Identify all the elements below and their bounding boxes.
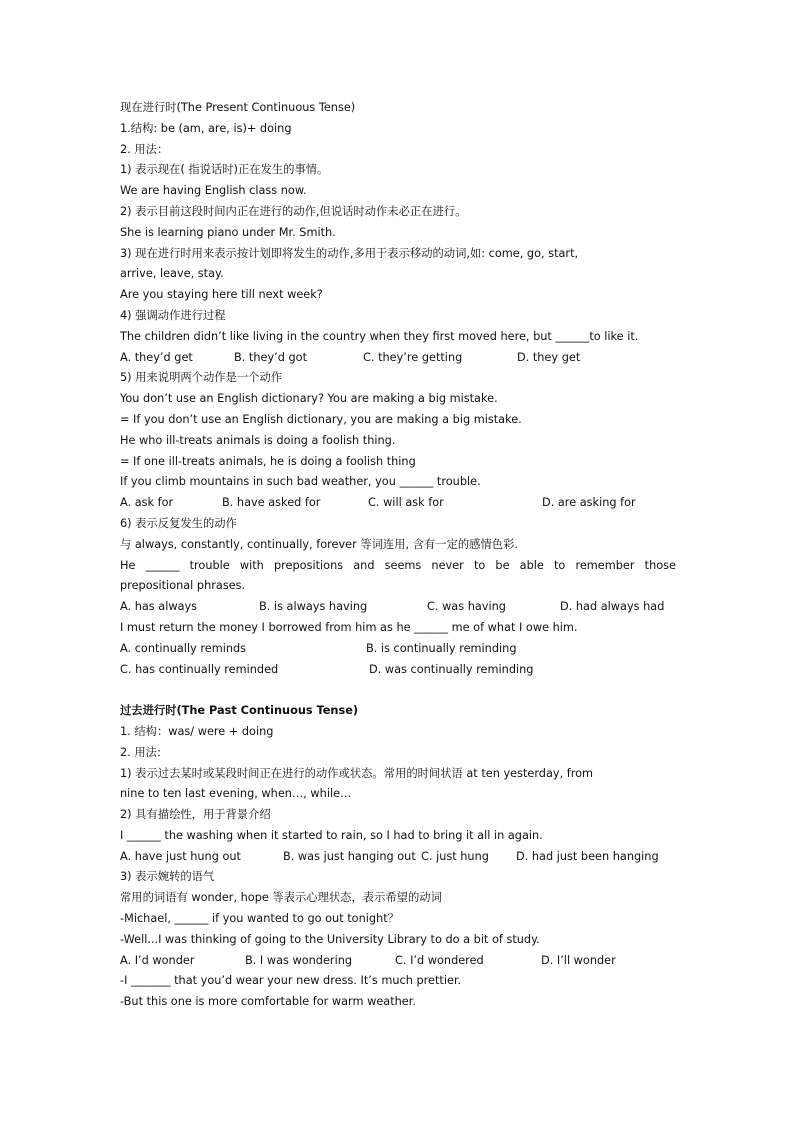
option: D. had just been hanging <box>516 849 659 863</box>
question-line: I must return the money I borrowed from him as he ______ me of what I owe him. <box>120 620 578 634</box>
option: C. has continually reminded <box>120 662 279 676</box>
option: C. I’d wondered <box>395 953 484 967</box>
option: A. ask for <box>120 496 174 510</box>
option: B. was just hanging out <box>283 849 416 863</box>
option: A. have just hung out <box>120 849 241 863</box>
usage-note: 常用的词语有 wonder, hope 等表示心理状态，表示希望的动词 <box>120 891 442 905</box>
dialogue-line: -I _______ that you’d wear your new dress. It’s much prettier. <box>120 974 462 988</box>
question-line: He ______ trouble with prepositions and seems never to be able to remember those <box>120 558 676 572</box>
usage-heading: 2. 用法： <box>120 142 169 156</box>
option: B. they’d got <box>234 350 308 364</box>
example-line: He who ill-treats animals is doing a foolish thing. <box>120 433 396 447</box>
section-title-past: 过去进行时(The Past Continuous Tense) <box>120 704 359 718</box>
option: B. is continually reminding <box>366 641 517 655</box>
example-line: = If you don’t use an English dictionary, you are making a big mistake. <box>120 412 522 426</box>
dialogue-line: -Michael, ______ if you wanted to go out tonight？ <box>120 912 399 926</box>
dialogue-line: -Well...I was thinking of going to the University Library to do a bit of study. <box>120 932 540 946</box>
dialogue-line: -But this one is more comfortable for warm weather. <box>120 995 416 1009</box>
spacer <box>120 680 676 701</box>
usage-3-cont: arrive, leave, stay. <box>120 267 224 281</box>
usage-4: 4) 强调动作进行过程 <box>120 308 226 322</box>
usage-1: 1) 表示现在( 指说话时)正在发生的事情。 <box>120 163 329 177</box>
option: D. was continually reminding <box>369 662 534 676</box>
usage-heading: 2. 用法: <box>120 745 161 759</box>
option: C. was having <box>427 600 506 614</box>
usage-1-cont: nine to ten last evening, when…, while… <box>120 787 352 801</box>
option: D. they get <box>517 350 581 364</box>
option: C. they’re getting <box>363 350 463 364</box>
usage-3: 3) 现在进行时用来表示按计划即将发生的动作,多用于表示移动的动词,如: come, go, start, <box>120 246 579 260</box>
option: B. have asked for <box>222 496 321 510</box>
usage-5: 5) 用来说明两个动作是一个动作 <box>120 371 283 385</box>
example-line: You don’t use an English dictionary? You are making a big mistake. <box>120 392 498 406</box>
option: B. is always having <box>259 600 368 614</box>
option: A. has always <box>120 600 198 614</box>
option: D. had always had <box>560 600 665 614</box>
usage-2: 2) 表示目前这段时间内正在进行的动作,但说话时动作未必正在进行。 <box>120 204 467 218</box>
option: A. continually reminds <box>120 641 247 655</box>
option: D. I’ll wonder <box>541 953 616 967</box>
options-row <box>120 639 676 660</box>
usage-1: 1) 表示过去某时或某段时间正在进行的动作或状态。常用的时间状语 at ten yesterday, from <box>120 766 594 780</box>
option: C. will ask for <box>368 496 444 510</box>
usage-6: 6) 表示反复发生的动作 <box>120 516 237 530</box>
example-line: Are you staying here till next week? <box>120 288 323 302</box>
option: C. just hung <box>421 849 489 863</box>
example-line: She is learning piano under Mr. Smith. <box>120 225 336 239</box>
section-title-present: 现在进行时(The Present Continuous Tense) <box>120 101 356 114</box>
usage-2: 2) 具有描绘性，用于背景介绍 <box>120 808 271 822</box>
example-line: = If one ill-treats animals, he is doing a foolish thing <box>120 454 416 468</box>
question-line: The children didn’t like living in the country when they first moved here, but ______to like it. <box>120 329 639 343</box>
usage-note: 与 always, constantly, continually, forever 等词连用, 含有一定的感情色彩. <box>120 537 518 551</box>
question-line-cont: prepositional phrases. <box>120 579 246 593</box>
option: A. I’d wonder <box>120 953 195 967</box>
question-line: If you climb mountains in such bad weather, you ______ trouble. <box>120 475 481 489</box>
options-row <box>120 597 676 618</box>
structure-line: 1.结构: be (am, are, is)+ doing <box>120 121 292 135</box>
options-row <box>120 660 676 681</box>
option: A. they’d get <box>120 350 193 364</box>
example-line: We are having English class now. <box>120 184 307 198</box>
usage-3: 3) 表示婉转的语气 <box>120 870 215 884</box>
options-row <box>120 951 676 972</box>
document-page <box>120 98 676 1013</box>
option: B. I was wondering <box>245 953 353 967</box>
question-line: I ______ the washing when it started to rain, so I had to bring it all in again. <box>120 828 543 842</box>
structure-line: 1. 结构：was/ were + doing <box>120 724 274 738</box>
options-row <box>120 847 676 868</box>
options-row <box>120 348 676 369</box>
option: D. are asking for <box>542 496 636 510</box>
options-row <box>120 493 676 514</box>
